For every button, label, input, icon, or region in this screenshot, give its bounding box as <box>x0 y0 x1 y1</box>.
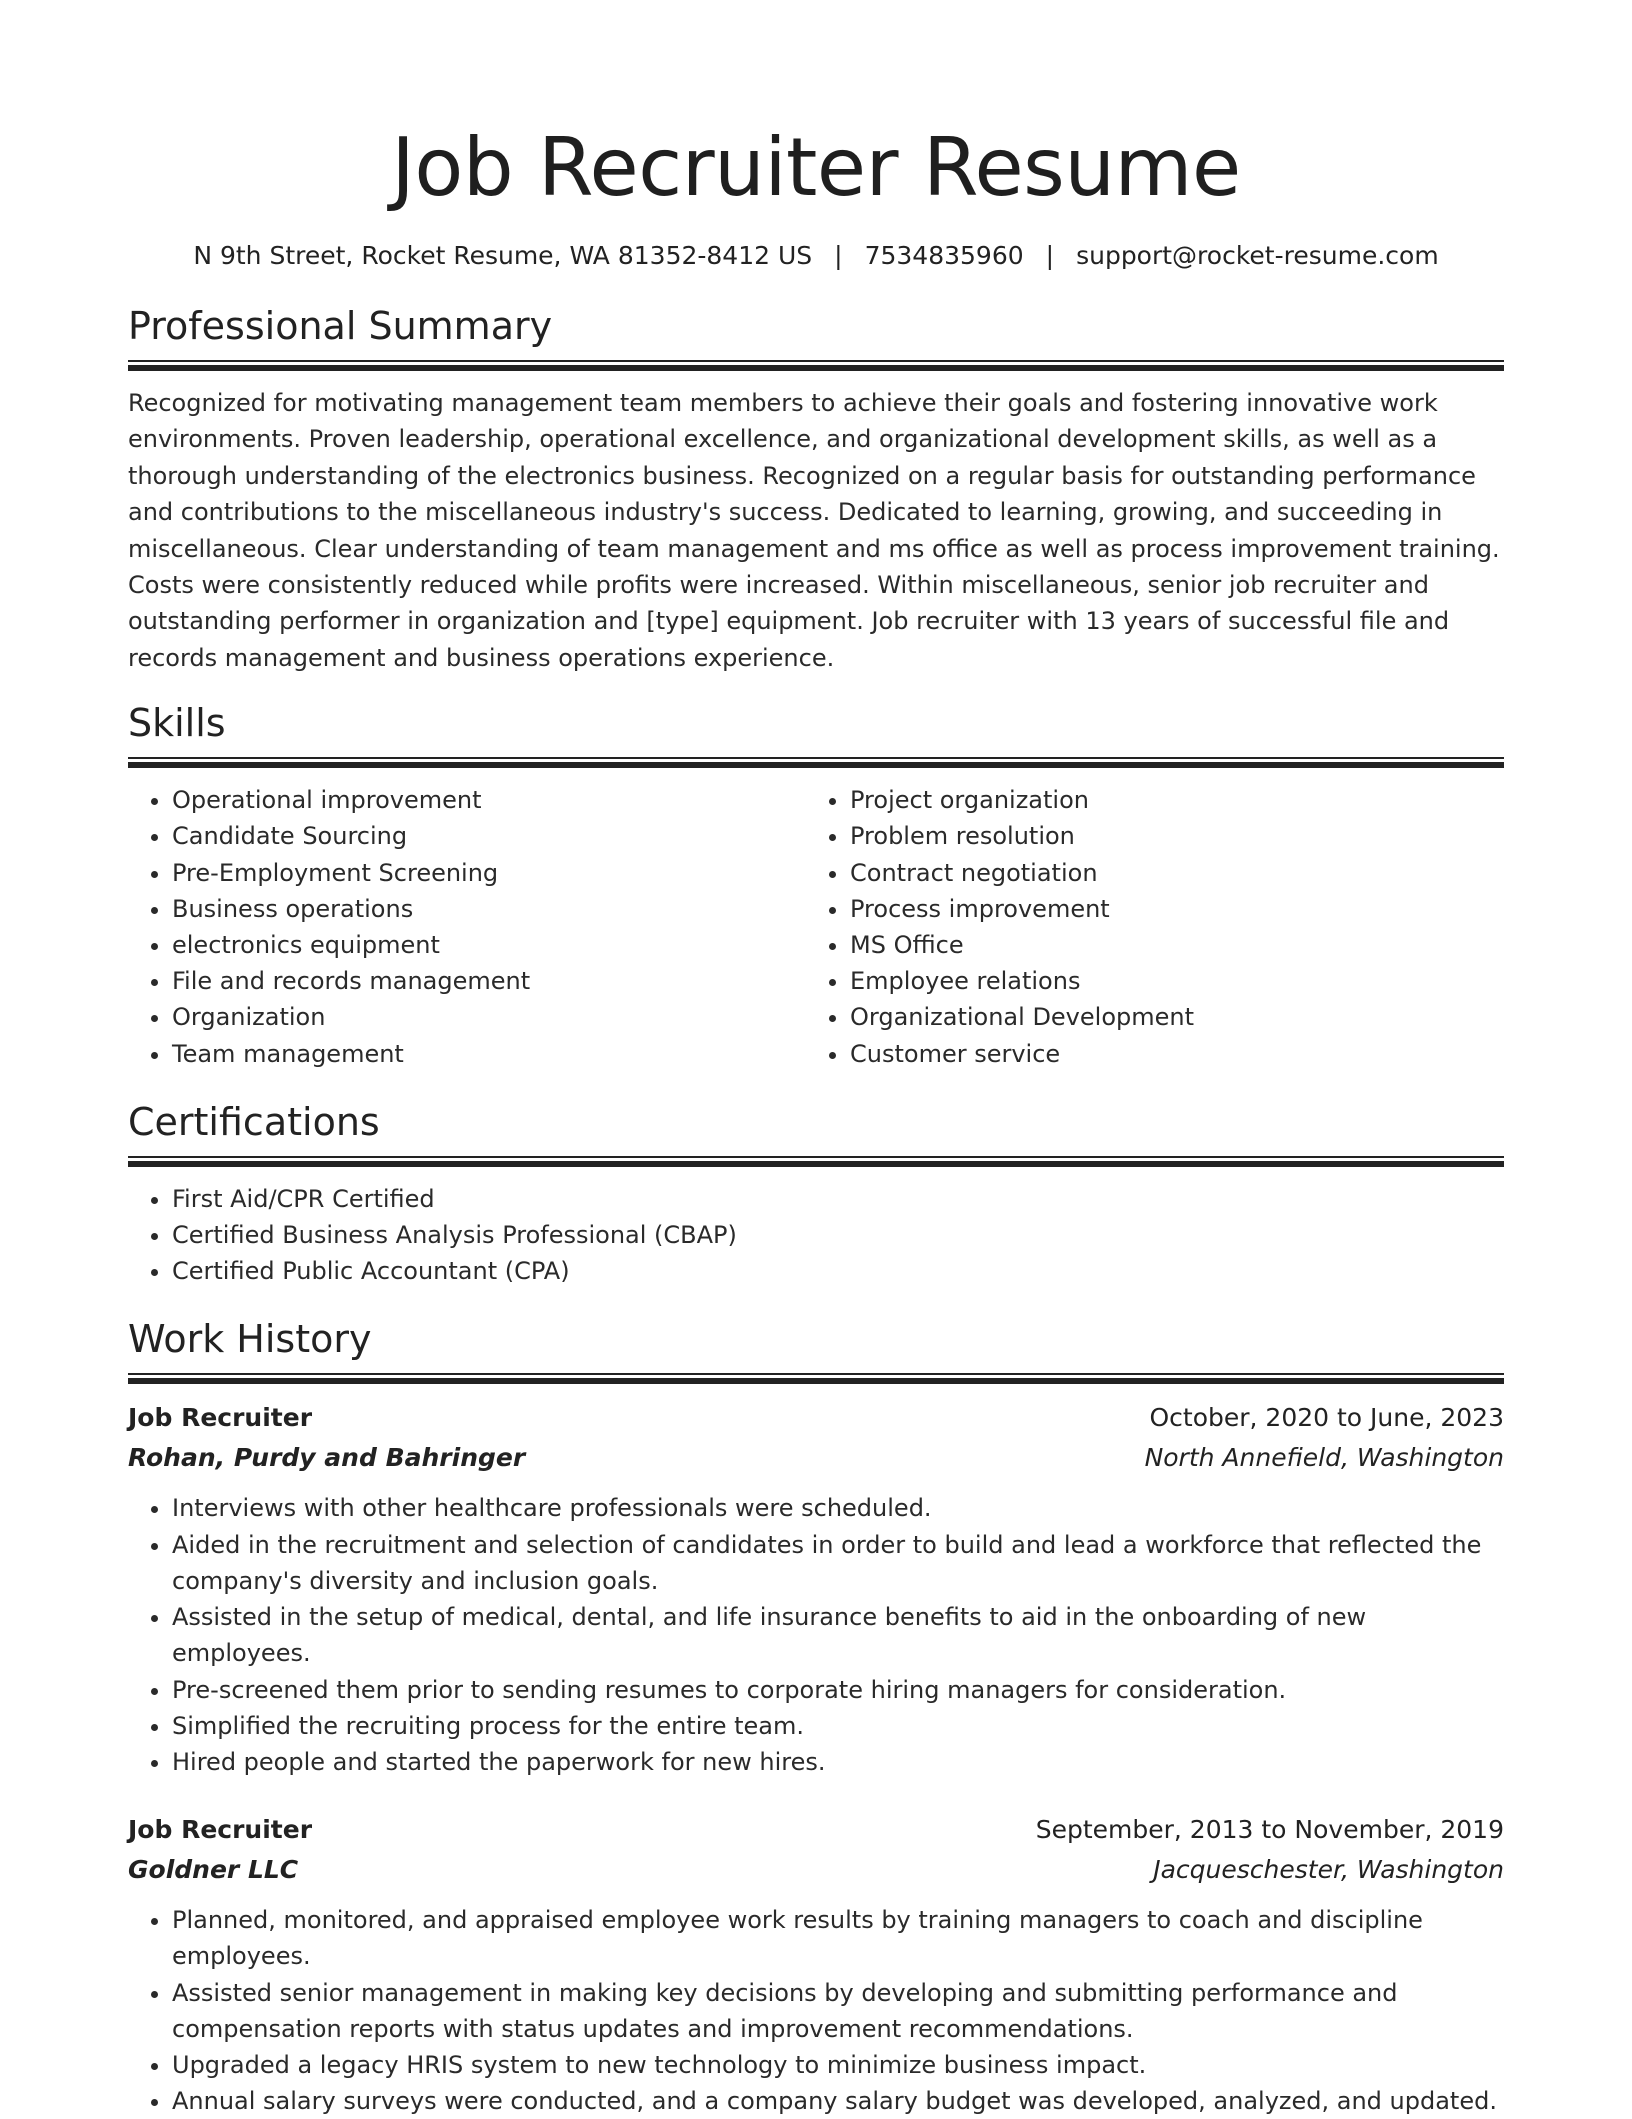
certification-item: • Certified Business Analysis Professional (CBAP) <box>172 1217 1504 1253</box>
skill-item: • Process improvement <box>850 891 1504 927</box>
job-entry <box>128 1810 1504 2119</box>
skills-list-right <box>806 782 1504 1072</box>
certifications-list <box>128 1181 1504 1290</box>
skill-item: • Organizational Development <box>850 999 1504 1035</box>
contact-separator: | <box>1045 241 1055 270</box>
skill-item: • Candidate Sourcing <box>172 818 806 854</box>
section-divider <box>128 360 1504 371</box>
skill-item: • Customer service <box>850 1036 1504 1072</box>
summary-text: Recognized for motivating management team members to achieve their goals and fostering innovative work environments. Proven leadership, operational excellence, and organizational development skills, as well as a thorough understanding of the electronics business. Recognized on a regular basis for outstanding performance and contributions to the miscellaneous industry's success. Dedicated to learning, growing, and succeeding in miscellaneous. Clear understanding of team management and ms office as well as process improvement training. Costs were consistently reduced while profits were increased. Within miscellaneous, senior job recruiter and outstanding performer in organization and [type] equipment. Job recruiter with 13 years of successful file and records management and business operations experience. <box>128 389 1500 672</box>
skills-grid <box>128 782 1504 1072</box>
job-title: Job Recruiter <box>128 1815 313 1845</box>
job-bullet: • Interviews with other healthcare professionals were scheduled. <box>172 1490 1504 1526</box>
job-header <box>128 1810 1504 1850</box>
job-bullet: • Annual salary surveys were conducted, and a company salary budget was developed, analyzed, and updated. <box>172 2083 1504 2119</box>
job-bullet: • Planned, monitored, and appraised employee work results by training managers to coach and discipline employees. <box>172 1902 1504 1974</box>
section-title: Certifications <box>128 1099 380 1144</box>
certification-item: • First Aid/CPR Certified <box>172 1181 1504 1217</box>
contact-phone: 7534835960 <box>864 241 1024 270</box>
skill-item: • Team management <box>172 1036 806 1072</box>
job-subheader <box>128 1850 1504 1890</box>
skill-item: • Operational improvement <box>172 782 806 818</box>
job-location: Jacqueschester, Washington <box>1153 1855 1504 1885</box>
resume-title: Job Recruiter Resume <box>391 121 1241 214</box>
work-history-section <box>128 1315 1504 2119</box>
job-company: Rohan, Purdy and Bahringer <box>128 1443 526 1473</box>
job-dates: October, 2020 to June, 2023 <box>1149 1403 1504 1433</box>
summary-section <box>128 302 1504 676</box>
skills-section <box>128 699 1504 1072</box>
section-divider <box>128 757 1504 768</box>
job-location: North Annefield, Washington <box>1144 1443 1504 1473</box>
job-bullet: • Aided in the recruitment and selection of candidates in order to build and lead a workforce that reflected the company's diversity and inclusion goals. <box>172 1527 1504 1599</box>
job-subheader <box>128 1438 1504 1478</box>
job-entry <box>128 1398 1504 1780</box>
contact-address: N 9th Street, Rocket Resume, WA 81352-8412 US <box>193 241 813 270</box>
job-bullet: • Hired people and started the paperwork for new hires. <box>172 1744 1504 1780</box>
skill-item: • Project organization <box>850 782 1504 818</box>
skill-item: • Contract negotiation <box>850 855 1504 891</box>
contact-separator: | <box>834 241 843 270</box>
skills-list-left <box>128 782 806 1072</box>
job-bullet: • Simplified the recruiting process for the entire team. <box>172 1708 1504 1744</box>
skill-item: • electronics equipment <box>172 927 806 963</box>
job-bullet: • Assisted senior management in making key decisions by developing and submitting performance and compensation reports with status updates and improvement recommendations. <box>172 1975 1504 2047</box>
section-divider <box>128 1373 1504 1384</box>
job-bullet: • Pre-screened them prior to sending resumes to corporate hiring managers for consideration. <box>172 1672 1504 1708</box>
section-title: Skills <box>128 701 226 746</box>
job-title: Job Recruiter <box>128 1403 313 1433</box>
job-bullet-list <box>128 1490 1504 1780</box>
section-divider <box>128 1156 1504 1167</box>
job-bullet: • Assisted in the setup of medical, dental, and life insurance benefits to aid in the onboarding of new employees. <box>172 1599 1504 1671</box>
skill-item: • File and records management <box>172 963 806 999</box>
job-bullet-list <box>128 1902 1504 2119</box>
section-title: Professional Summary <box>128 304 553 348</box>
skill-item: • Employee relations <box>850 963 1504 999</box>
skill-item: • Pre-Employment Screening <box>172 855 806 891</box>
job-bullet: • Upgraded a legacy HRIS system to new technology to minimize business impact. <box>172 2047 1504 2083</box>
job-header <box>128 1398 1504 1438</box>
skill-item: • Problem resolution <box>850 818 1504 854</box>
skill-item: • Business operations <box>172 891 806 927</box>
contact-line <box>128 240 1504 272</box>
job-company: Goldner LLC <box>128 1855 299 1885</box>
job-dates: September, 2013 to November, 2019 <box>1035 1815 1504 1845</box>
certification-item: • Certified Public Accountant (CPA) <box>172 1253 1504 1289</box>
skill-item: • MS Office <box>850 927 1504 963</box>
resume-page <box>128 0 1504 2119</box>
skill-item: • Organization <box>172 999 806 1035</box>
certifications-section <box>128 1098 1504 1290</box>
contact-email: support@rocket-resume.com <box>1076 241 1439 270</box>
section-title: Work History <box>128 1317 372 1362</box>
